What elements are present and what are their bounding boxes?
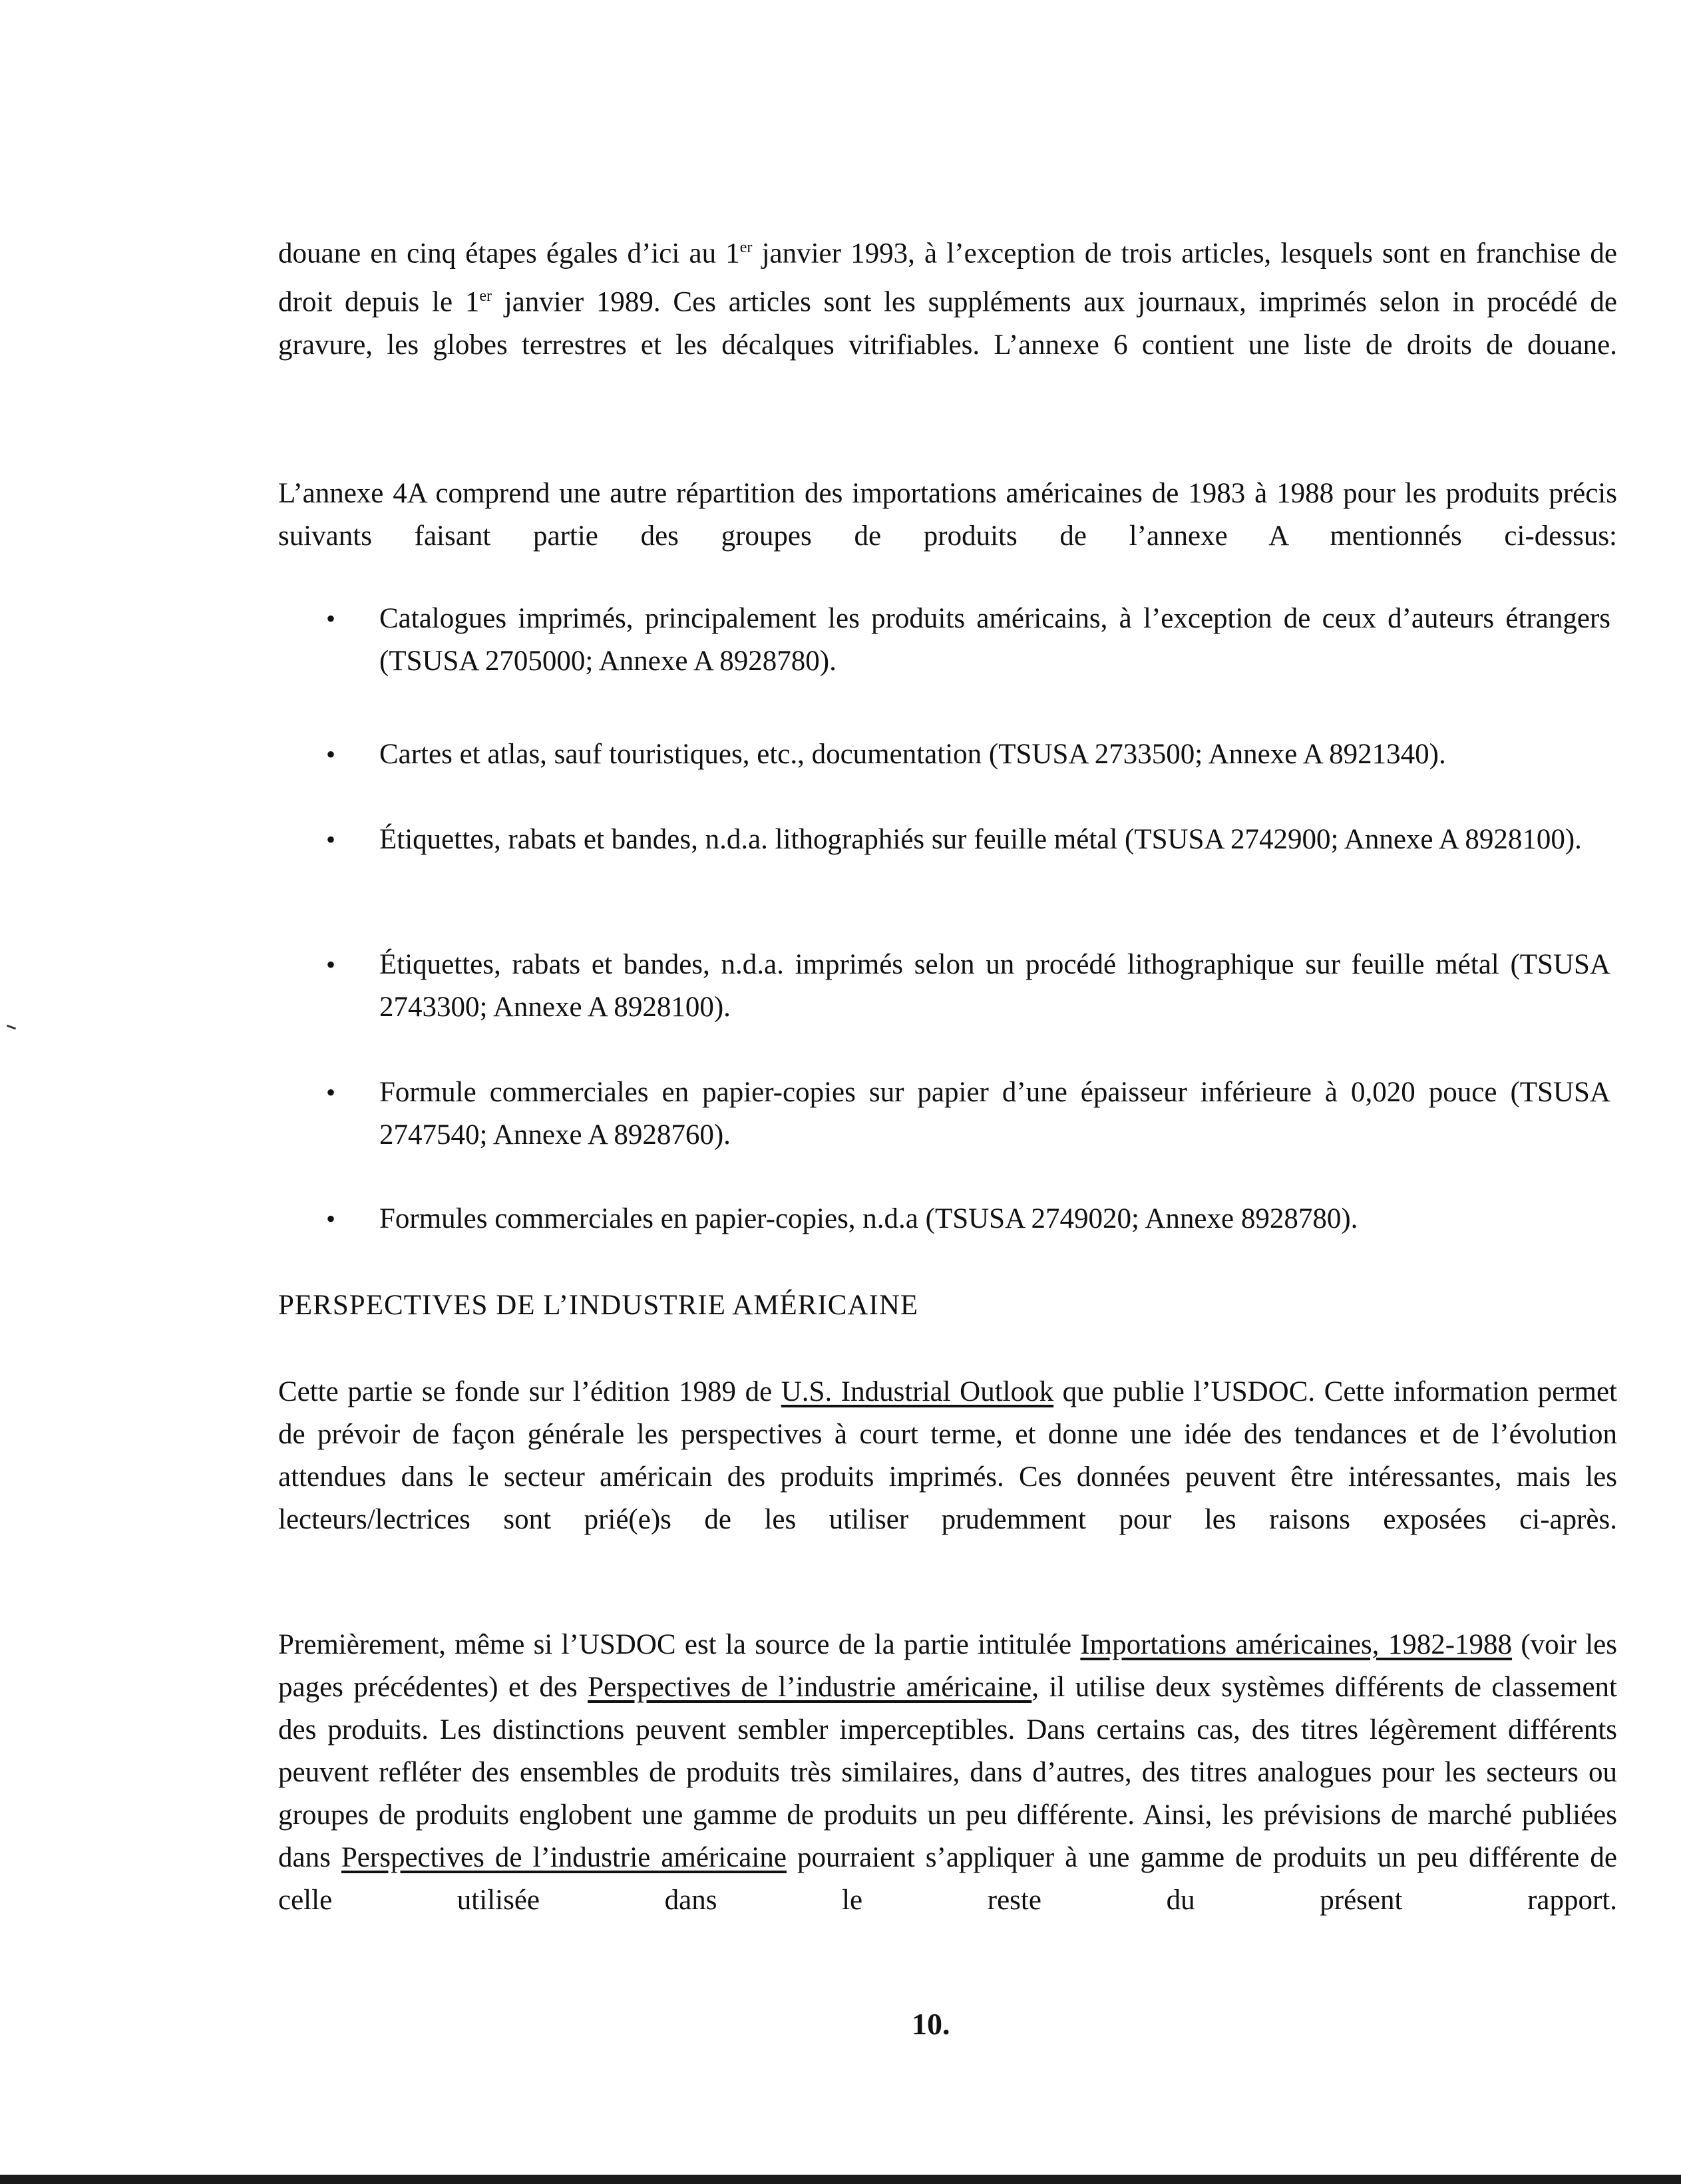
bullet-icon <box>326 944 353 986</box>
list-item-text: Formule commerciales en papier-copies sur papier d’une épaisseur inférieure à 0,020 pouce (TSUSA 2747540; Annexe A 8928760). <box>379 1077 1610 1151</box>
bullet-icon <box>326 819 353 861</box>
paragraph-1-text-c: janvier 1989. Ces articles sont les suppléments aux journaux, imprimés selon in procédé de gravure, les globes terrestres et les décalques vitrifiables. L’annexe 6 contient une liste de droits de douane. <box>278 286 1617 361</box>
page-number: 10. <box>912 2007 950 2041</box>
paragraph-annex-4a: L’annexe 4A comprend une autre répartition des importations américaines de 1983 à 1988 pour les produits précis suivants faisant partie des groupes de produits de l’annexe A mentionnés ci-dessus: <box>278 478 1617 552</box>
paragraph-classification-caveat <box>278 1624 1617 1964</box>
list-item-text: Formules commerciales en papier-copies, n.d.a (TSUSA 2749020; Annexe 8928780). <box>379 1203 1358 1234</box>
paragraph-1-text-b: janvier 1993, à l’exception de trois articles, lesquels sont en franchise de droit depuis le 1 <box>278 238 1617 318</box>
list-item <box>326 1198 1610 1240</box>
list-item <box>326 944 1610 1029</box>
paragraph-4-text-b: (voir les pages précédentes) et des <box>278 1629 1617 1703</box>
bullet-icon <box>326 733 353 776</box>
list-item-text: Catalogues imprimés, principalement les produits américains, à l’exception de ceux d’auteurs étrangers (TSUSA 2705000; Annexe A 8928780). <box>379 603 1610 677</box>
paragraph-4-text-c: , il utilise deux systèmes différents de classement des produits. Les distinctions peuvent sembler imperceptibles. Dans certains cas, des titres légèrement différents peuvent refléter des ensembles de produits très similaires, dans d’autres, des titres analogues pour les secteurs ou groupes de produits englobent une gamme de produits un peu différente. Ainsi, les prévisions de marché publiées dans <box>278 1672 1617 1873</box>
list-item <box>326 819 1610 861</box>
list-item <box>326 598 1610 683</box>
section-heading: PERSPECTIVES DE L’INDUSTRIE AMÉRICAINE <box>278 1290 919 1321</box>
paragraph-3-text-a: Cette partie se fonde sur l’édition 1989 de <box>278 1376 781 1407</box>
list-item <box>326 733 1610 776</box>
paragraph-4-text-a: Premièrement, même si l’USDOC est la source de la partie intitulée <box>278 1629 1081 1660</box>
publication-title: Perspectives de l’industrie américaine <box>588 1672 1032 1703</box>
publication-title: Perspectives de l’industrie américaine <box>341 1842 787 1873</box>
publication-title: U.S. Industrial Outlook <box>781 1376 1054 1407</box>
bullet-icon <box>326 1071 353 1114</box>
bullet-icon <box>326 598 353 640</box>
paragraph-1-text-a: douane en cinq étapes égales d’ici au 1 <box>278 238 740 270</box>
superscript-er: er <box>739 239 753 256</box>
bullet-icon <box>326 1198 353 1240</box>
paragraph-3-text-b: que publie l’USDOC. Cette information permet de prévoir de façon générale les perspectives à court terme, et donne une idée des tendances et de l’évolution attendues dans le secteur américain des produits imprimés. Ces données peuvent être intéressantes, mais les lecteurs/lectrices sont prié(e)s de les utiliser prudemment pour les raisons exposées ci-après. <box>278 1376 1618 1535</box>
list-item-text: Cartes et atlas, sauf touristiques, etc., documentation (TSUSA 2733500; Annexe A 8921340). <box>379 739 1446 770</box>
publication-title: Importations américaines, 1982-1988 <box>1080 1629 1513 1660</box>
list-item <box>326 1071 1610 1157</box>
list-item-text: Étiquettes, rabats et bandes, n.d.a. lithographiés sur feuille métal (TSUSA 2742900; Annexe A 8928100). <box>379 824 1582 855</box>
paragraph-4-text-d: pourraient s’appliquer à une gamme de produits un peu différente de celle utilisée dans le reste du présent rapport. <box>278 1842 1618 1916</box>
scan-speck <box>7 1025 16 1030</box>
scan-bottom-edge <box>0 2175 1681 2184</box>
paragraph-tariff-schedule <box>278 226 1617 409</box>
paragraph-outlook-source <box>278 1371 1617 1584</box>
list-item-text: Étiquettes, rabats et bandes, n.d.a. imprimés selon un procédé lithographique sur feuille métal (TSUSA 2743300; Annexe A 8928100). <box>379 949 1610 1023</box>
superscript-er: er <box>479 287 492 305</box>
